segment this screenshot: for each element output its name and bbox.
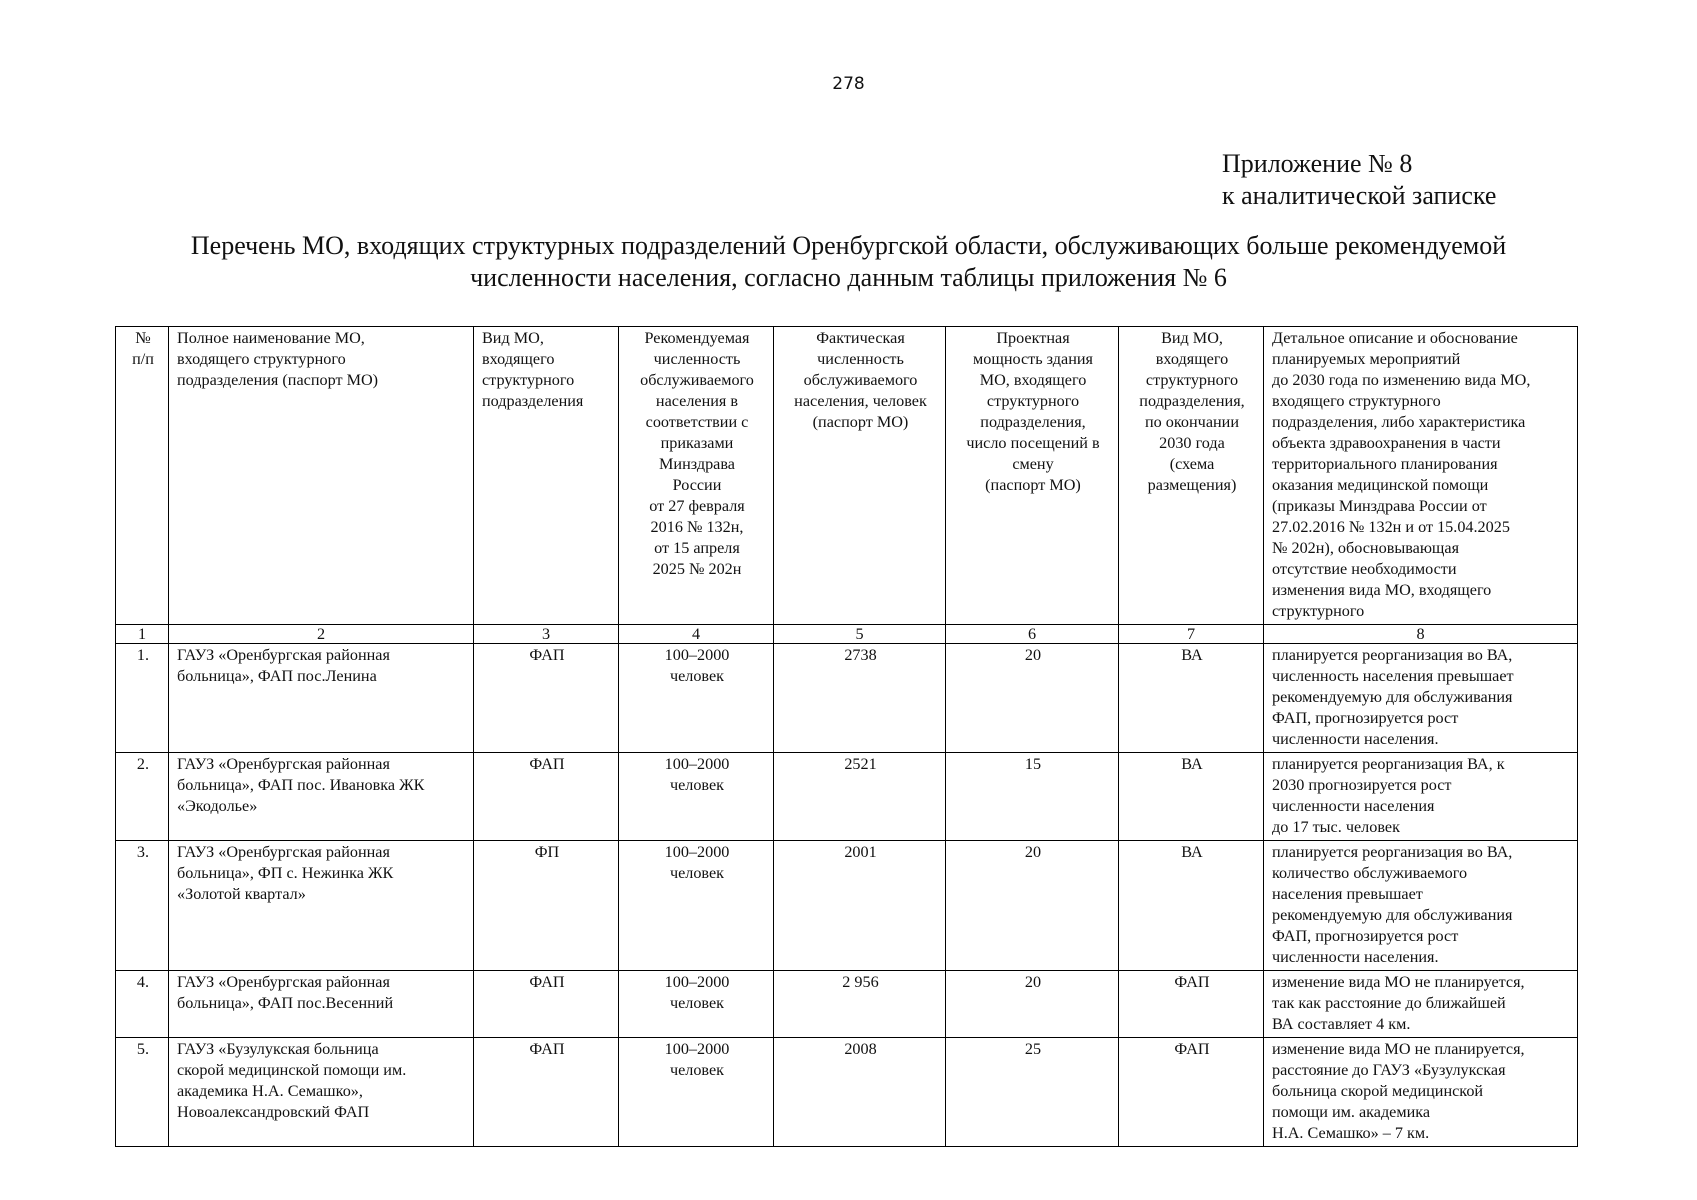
row-number: 2. <box>116 753 169 841</box>
facility-type-2030: ФАП <box>1119 971 1264 1038</box>
table-row <box>116 1038 1578 1147</box>
actual-population: 2001 <box>774 841 946 971</box>
actual-population: 2008 <box>774 1038 946 1147</box>
facility-name: ГАУЗ «Оренбургская районная больница», ФП с. Нежинка ЖК «Золотой квартал» <box>169 841 474 971</box>
header-cell-number: № п/п <box>116 327 169 625</box>
header-cell-capacity: Проектная мощность здания МО, входящего структурного подразделения, число посещений в смену (паспорт МО) <box>946 327 1119 625</box>
column-number: 4 <box>619 625 774 644</box>
title-line-1: Перечень МО, входящих структурных подразделений Оренбургской области, обслуживающих больше рекомендуемой <box>190 231 1507 260</box>
header-cell-type: Вид МО, входящего структурного подразделения <box>474 327 619 625</box>
recommended-population: 100–2000 человек <box>619 753 774 841</box>
description: изменение вида МО не планируется, так как расстояние до ближайшей ВА составляет 4 км. <box>1264 971 1578 1038</box>
document-title <box>100 230 1597 294</box>
recommended-population: 100–2000 человек <box>619 644 774 753</box>
description: планируется реорганизация во ВА, количество обслуживаемого населения превышает рекомендуемую для обслуживания ФАП, прогнозируется рост численности населения. <box>1264 841 1578 971</box>
actual-population: 2738 <box>774 644 946 753</box>
table-row <box>116 644 1578 753</box>
header-cell-actual: Фактическая численность обслуживаемого населения, человек (паспорт МО) <box>774 327 946 625</box>
header-cell-description: Детальное описание и обоснование планируемых мероприятий до 2030 года по изменению вида МО, входящего структурного подразделения, либо характеристика объекта здравоохранения в части территориального планирования оказания медицинской помощи (приказы Минздрава России от 27.02.2016 № 132н и от 15.04.2025 № 202н), обосновывающая отсутствие необходимости изменения вида МО, входящего структурного <box>1264 327 1578 625</box>
column-number: 2 <box>169 625 474 644</box>
recommended-population: 100–2000 человек <box>619 1038 774 1147</box>
table-header-row <box>116 327 1578 625</box>
facility-type: ФАП <box>474 971 619 1038</box>
facility-name: ГАУЗ «Оренбургская районная больница», ФАП пос. Ивановка ЖК «Экодолье» <box>169 753 474 841</box>
description: планируется реорганизация во ВА, численность населения превышает рекомендуемую для обслуживания ФАП, прогнозируется рост численности населения. <box>1264 644 1578 753</box>
column-number: 7 <box>1119 625 1264 644</box>
facility-type-2030: ВА <box>1119 841 1264 971</box>
design-capacity: 20 <box>946 971 1119 1038</box>
header-cell-type-2030: Вид МО, входящего структурного подразделения, по окончании 2030 года (схема размещения) <box>1119 327 1264 625</box>
column-number: 3 <box>474 625 619 644</box>
page-number: 278 <box>832 74 865 94</box>
facility-type: ФАП <box>474 753 619 841</box>
facilities-table <box>115 326 1578 1147</box>
actual-population: 2521 <box>774 753 946 841</box>
facility-type: ФАП <box>474 644 619 753</box>
facility-name: ГАУЗ «Оренбургская районная больница», ФАП пос.Весенний <box>169 971 474 1038</box>
facility-name: ГАУЗ «Бузулукская больница скорой медицинской помощи им. академика Н.А. Семашко», Новоалександровский ФАП <box>169 1038 474 1147</box>
appendix-line-2: к аналитической записке <box>1222 181 1497 210</box>
table-row <box>116 841 1578 971</box>
row-number: 1. <box>116 644 169 753</box>
facility-type: ФП <box>474 841 619 971</box>
design-capacity: 25 <box>946 1038 1119 1147</box>
description: изменение вида МО не планируется, расстояние до ГАУЗ «Бузулукская больница скорой медицинской помощи им. академика Н.А. Семашко» – 7 км. <box>1264 1038 1578 1147</box>
design-capacity: 20 <box>946 841 1119 971</box>
recommended-population: 100–2000 человек <box>619 971 774 1038</box>
design-capacity: 20 <box>946 644 1119 753</box>
row-number: 4. <box>116 971 169 1038</box>
column-number: 5 <box>774 625 946 644</box>
facility-type-2030: ФАП <box>1119 1038 1264 1147</box>
row-number: 5. <box>116 1038 169 1147</box>
facility-type: ФАП <box>474 1038 619 1147</box>
actual-population: 2 956 <box>774 971 946 1038</box>
recommended-population: 100–2000 человек <box>619 841 774 971</box>
row-number: 3. <box>116 841 169 971</box>
column-number-row <box>116 625 1578 644</box>
appendix-label <box>1222 148 1496 212</box>
facility-type-2030: ВА <box>1119 753 1264 841</box>
column-number: 8 <box>1264 625 1578 644</box>
facility-type-2030: ВА <box>1119 644 1264 753</box>
column-number: 1 <box>116 625 169 644</box>
header-cell-name: Полное наименование МО, входящего структурного подразделения (паспорт МО) <box>169 327 474 625</box>
appendix-line-1: Приложение № 8 <box>1222 149 1413 178</box>
description: планируется реорганизация ВА, к 2030 прогнозируется рост численности населения до 17 тыс. человек <box>1264 753 1578 841</box>
table-row <box>116 753 1578 841</box>
header-cell-recommended: Рекомендуемая численность обслуживаемого населения в соответствии с приказами Минздрава России от 27 февраля 2016 № 132н, от 15 апреля 2025 № 202н <box>619 327 774 625</box>
facility-name: ГАУЗ «Оренбургская районная больница», ФАП пос.Ленина <box>169 644 474 753</box>
design-capacity: 15 <box>946 753 1119 841</box>
column-number: 6 <box>946 625 1119 644</box>
table-row <box>116 971 1578 1038</box>
title-line-2: численности населения, согласно данным таблицы приложения № 6 <box>470 263 1227 292</box>
